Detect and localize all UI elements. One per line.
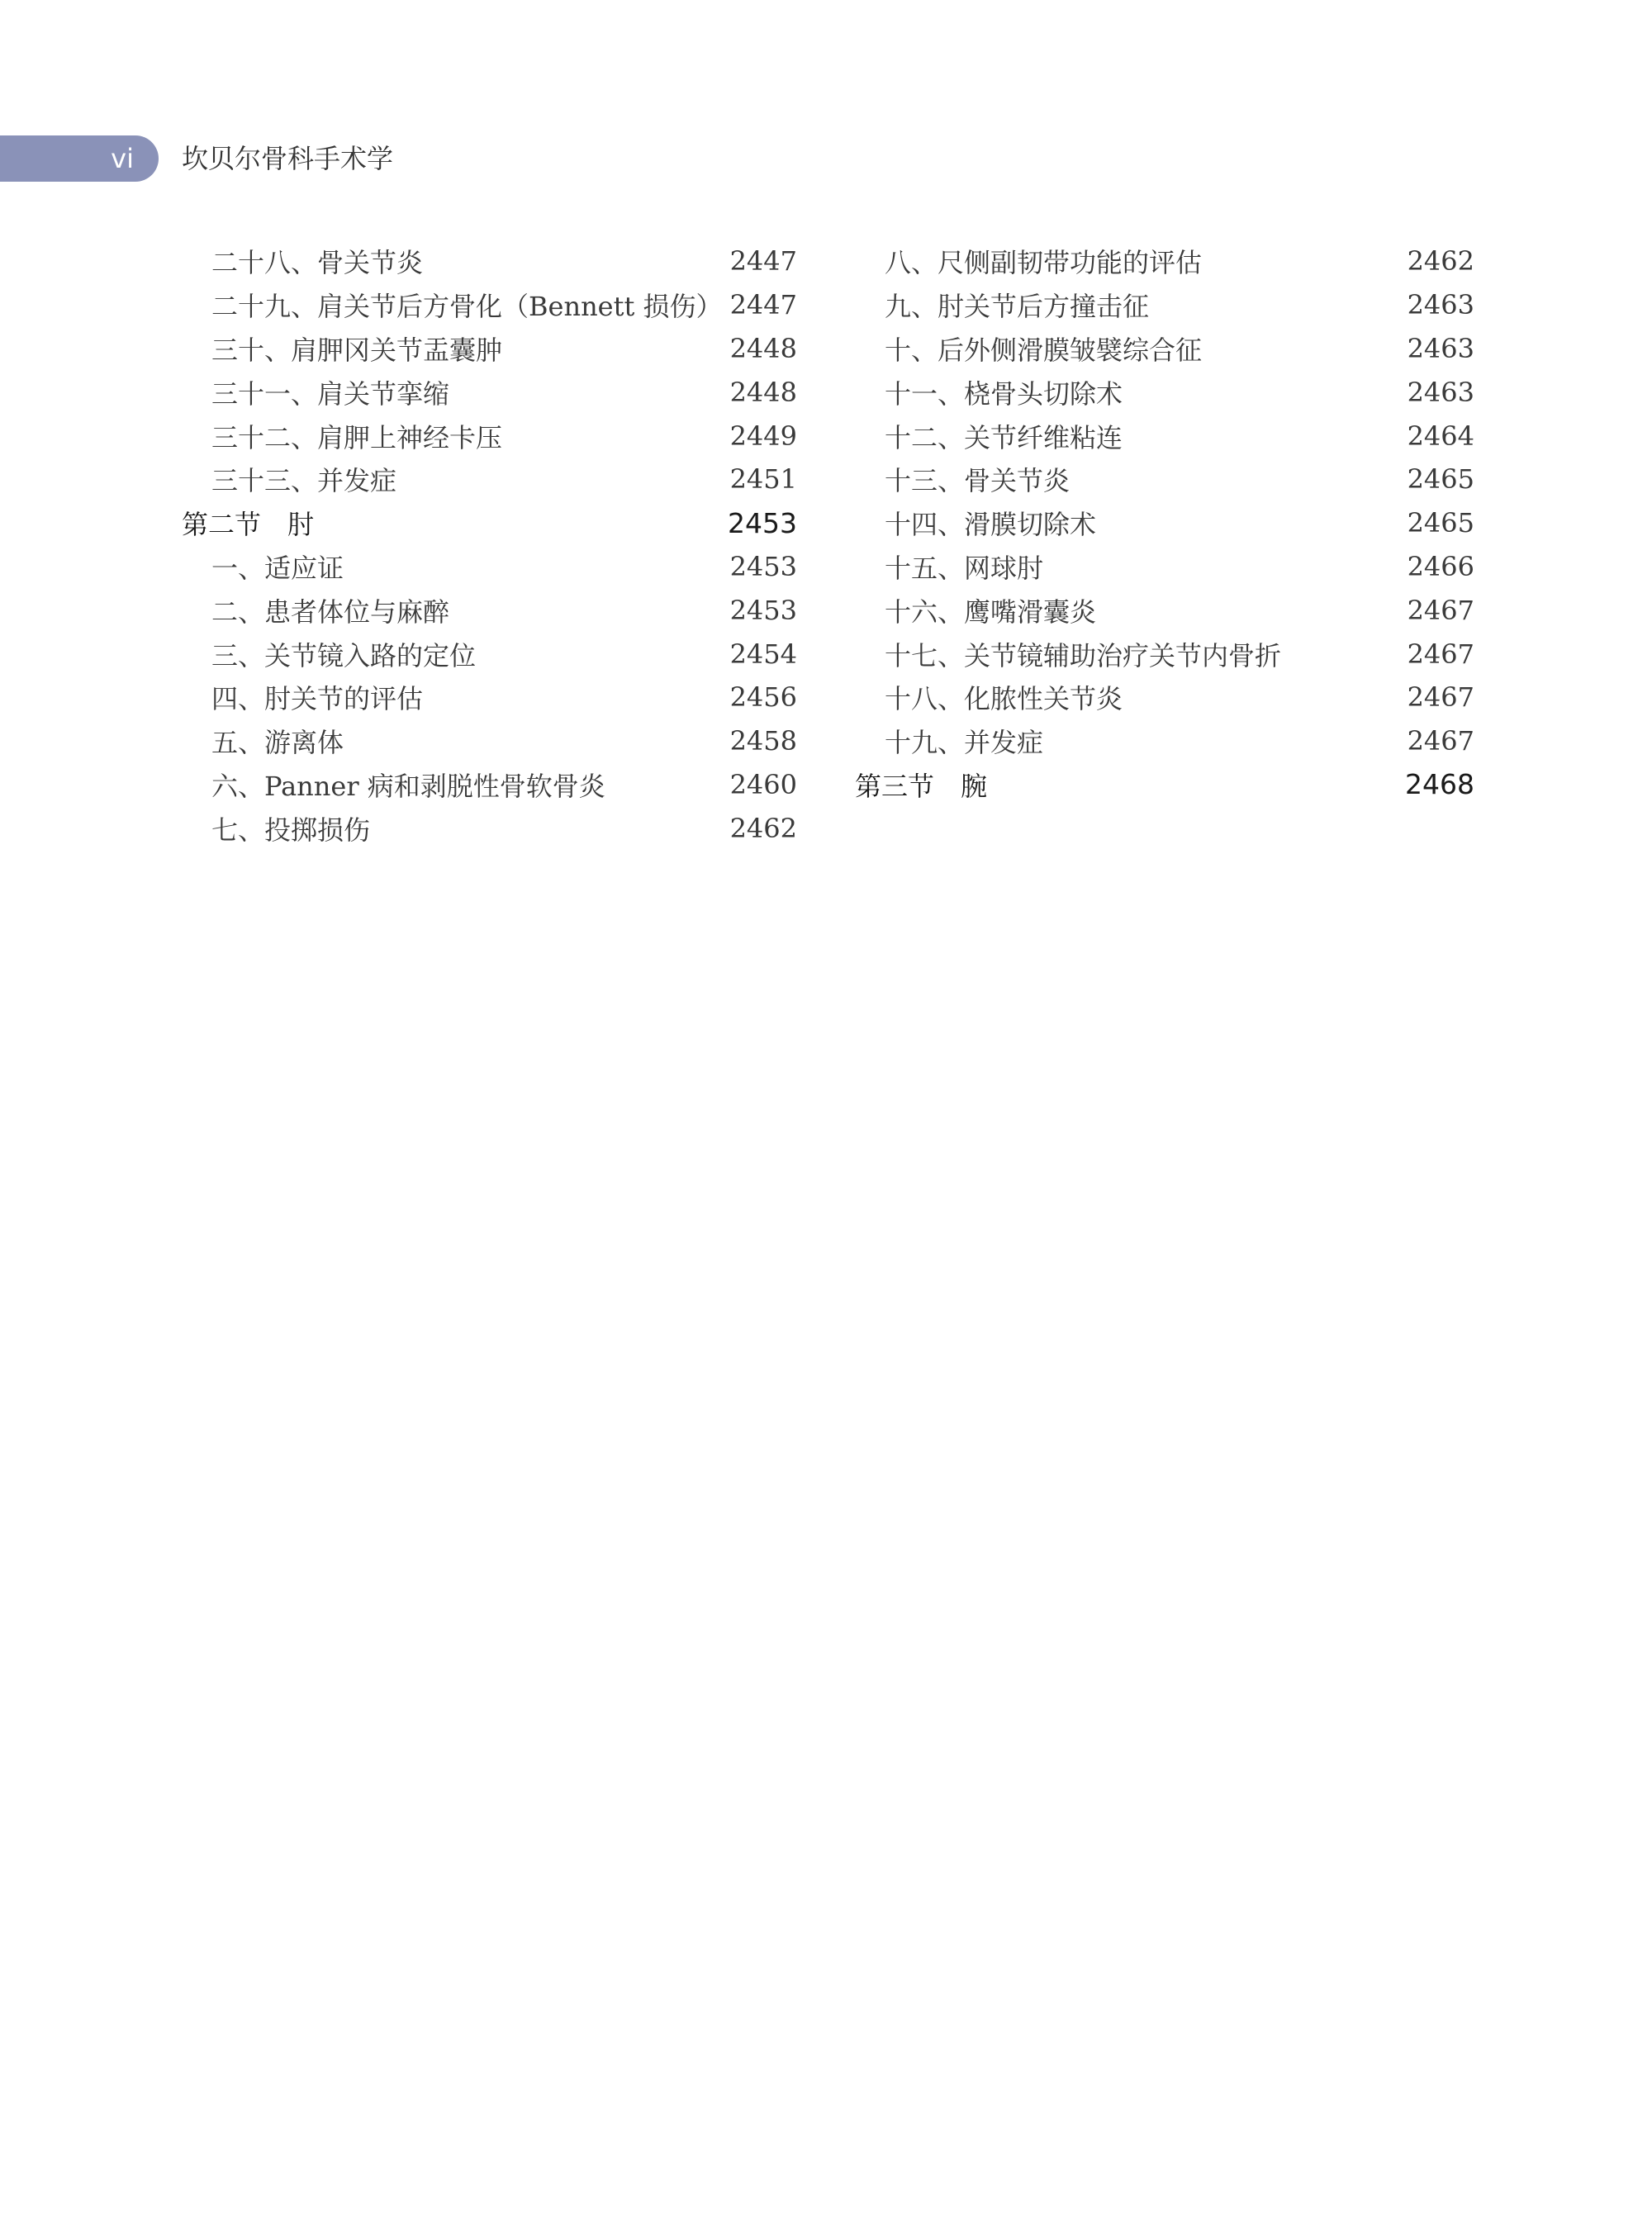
toc-entry-title: 七、投掷损伤	[211, 814, 371, 846]
toc-entry[interactable]	[182, 719, 797, 763]
toc-entry[interactable]	[855, 501, 1474, 545]
toc-page-number: 2467	[1407, 725, 1474, 757]
toc-entry[interactable]	[182, 240, 797, 283]
toc-page-number: 2467	[1407, 594, 1474, 626]
toc-page-number: 2465	[1407, 463, 1474, 496]
toc-page-number: 2463	[1407, 332, 1474, 364]
toc-section-heading[interactable]	[855, 763, 1474, 807]
toc-entry[interactable]	[855, 719, 1474, 763]
page-number-tab	[0, 135, 159, 182]
toc-page-number: 2451	[729, 463, 797, 496]
toc-entry[interactable]	[855, 327, 1474, 371]
toc-entry-title: 十一、桡骨头切除术	[885, 377, 1123, 410]
toc-entry-title: 二十九、肩关节后方骨化（Bennett 损伤）	[211, 291, 723, 323]
toc-entry-title: 十三、骨关节炎	[885, 465, 1070, 497]
toc-page-number: 2456	[729, 681, 797, 714]
toc-page-number: 2467	[1407, 638, 1474, 670]
toc-entry[interactable]	[855, 240, 1474, 283]
toc-entry[interactable]	[855, 588, 1474, 632]
toc-page-number: 2448	[729, 376, 797, 408]
toc-entry[interactable]	[182, 806, 797, 850]
toc-entry-title: 八、尺侧副韧带功能的评估	[885, 247, 1203, 279]
toc-entry[interactable]	[182, 370, 797, 414]
toc-entry[interactable]	[182, 763, 797, 807]
toc-page-number: 2453	[728, 506, 797, 539]
toc-entry[interactable]	[182, 327, 797, 371]
toc-entry-title: 九、肘关节后方撞击征	[885, 291, 1150, 323]
toc-entry[interactable]	[182, 545, 797, 589]
toc-page-number: 2467	[1407, 681, 1474, 714]
toc-entry-title: 十五、网球肘	[885, 552, 1044, 584]
toc-page-number: 2465	[1407, 507, 1474, 539]
toc-page-number: 2464	[1407, 420, 1474, 452]
toc-entry-title: 二十八、骨关节炎	[211, 247, 424, 279]
toc-entry-title: 十二、关节纤维粘连	[885, 421, 1123, 453]
toc-page-number: 2447	[729, 245, 797, 278]
toc-entry[interactable]	[182, 414, 797, 458]
toc-entry-title: 四、肘关节的评估	[211, 683, 424, 715]
toc-page-number: 2447	[729, 289, 797, 321]
toc-page-number: 2454	[729, 638, 797, 670]
toc-page-number: 2463	[1407, 289, 1474, 321]
running-header-title: 坎贝尔骨科手术学	[182, 143, 394, 174]
toc-page-number: 2462	[1407, 245, 1474, 278]
toc-entry-title: 五、游离体	[211, 727, 344, 759]
toc-entry-title: 十、后外侧滑膜皱襞综合征	[885, 334, 1203, 366]
toc-section-heading[interactable]	[182, 501, 797, 545]
page-number: vi	[111, 143, 134, 174]
toc-entry[interactable]	[855, 632, 1474, 676]
toc-page-number: 2463	[1407, 376, 1474, 408]
toc-entry-title: 三、关节镜入路的定位	[211, 639, 477, 671]
toc-page-number: 2460	[729, 768, 797, 800]
toc-page-number: 2458	[729, 725, 797, 757]
toc-entry[interactable]	[855, 545, 1474, 589]
toc-entry[interactable]	[855, 458, 1474, 501]
toc-page-number: 2462	[729, 812, 797, 844]
toc-entry-title: 三十一、肩关节挛缩	[211, 377, 450, 410]
toc-entry[interactable]	[182, 676, 797, 719]
toc-entry-title: 二、患者体位与麻醉	[211, 595, 450, 628]
toc-entry-title: 三十三、并发症	[211, 465, 397, 497]
toc-page-number: 2466	[1407, 550, 1474, 582]
toc-entry-title: 一、适应证	[211, 552, 344, 584]
toc-page-number: 2449	[729, 420, 797, 452]
toc-page-number: 2468	[1405, 768, 1474, 801]
toc-right-column	[855, 240, 1474, 806]
toc-page-number: 2448	[729, 332, 797, 364]
toc-entry-title: 十七、关节镜辅助治疗关节内骨折	[885, 639, 1282, 671]
toc-entry-title: 十九、并发症	[885, 727, 1044, 759]
toc-entry-title: 十八、化脓性关节炎	[885, 683, 1123, 715]
toc-entry[interactable]	[855, 676, 1474, 719]
toc-entry-title: 三十二、肩胛上神经卡压	[211, 421, 503, 453]
toc-entry-title: 六、Panner 病和剥脱性骨软骨炎	[211, 770, 605, 802]
toc-page-number: 2453	[729, 594, 797, 626]
toc-left-column	[182, 240, 797, 850]
toc-entry-title: 三十、肩胛冈关节盂囊肿	[211, 334, 503, 366]
toc-entry[interactable]	[182, 632, 797, 676]
toc-entry-title: 十六、鹰嘴滑囊炎	[885, 595, 1097, 628]
toc-entry-title: 第二节 肘	[182, 509, 315, 541]
toc-entry[interactable]	[182, 458, 797, 501]
toc-entry[interactable]	[182, 588, 797, 632]
toc-entry-title: 十四、滑膜切除术	[885, 509, 1097, 541]
toc-entry[interactable]	[855, 370, 1474, 414]
toc-entry[interactable]	[182, 283, 797, 327]
toc-entry[interactable]	[855, 414, 1474, 458]
toc-entry[interactable]	[855, 283, 1474, 327]
toc-entry-title: 第三节 腕	[855, 770, 988, 802]
toc-page-number: 2453	[729, 550, 797, 582]
